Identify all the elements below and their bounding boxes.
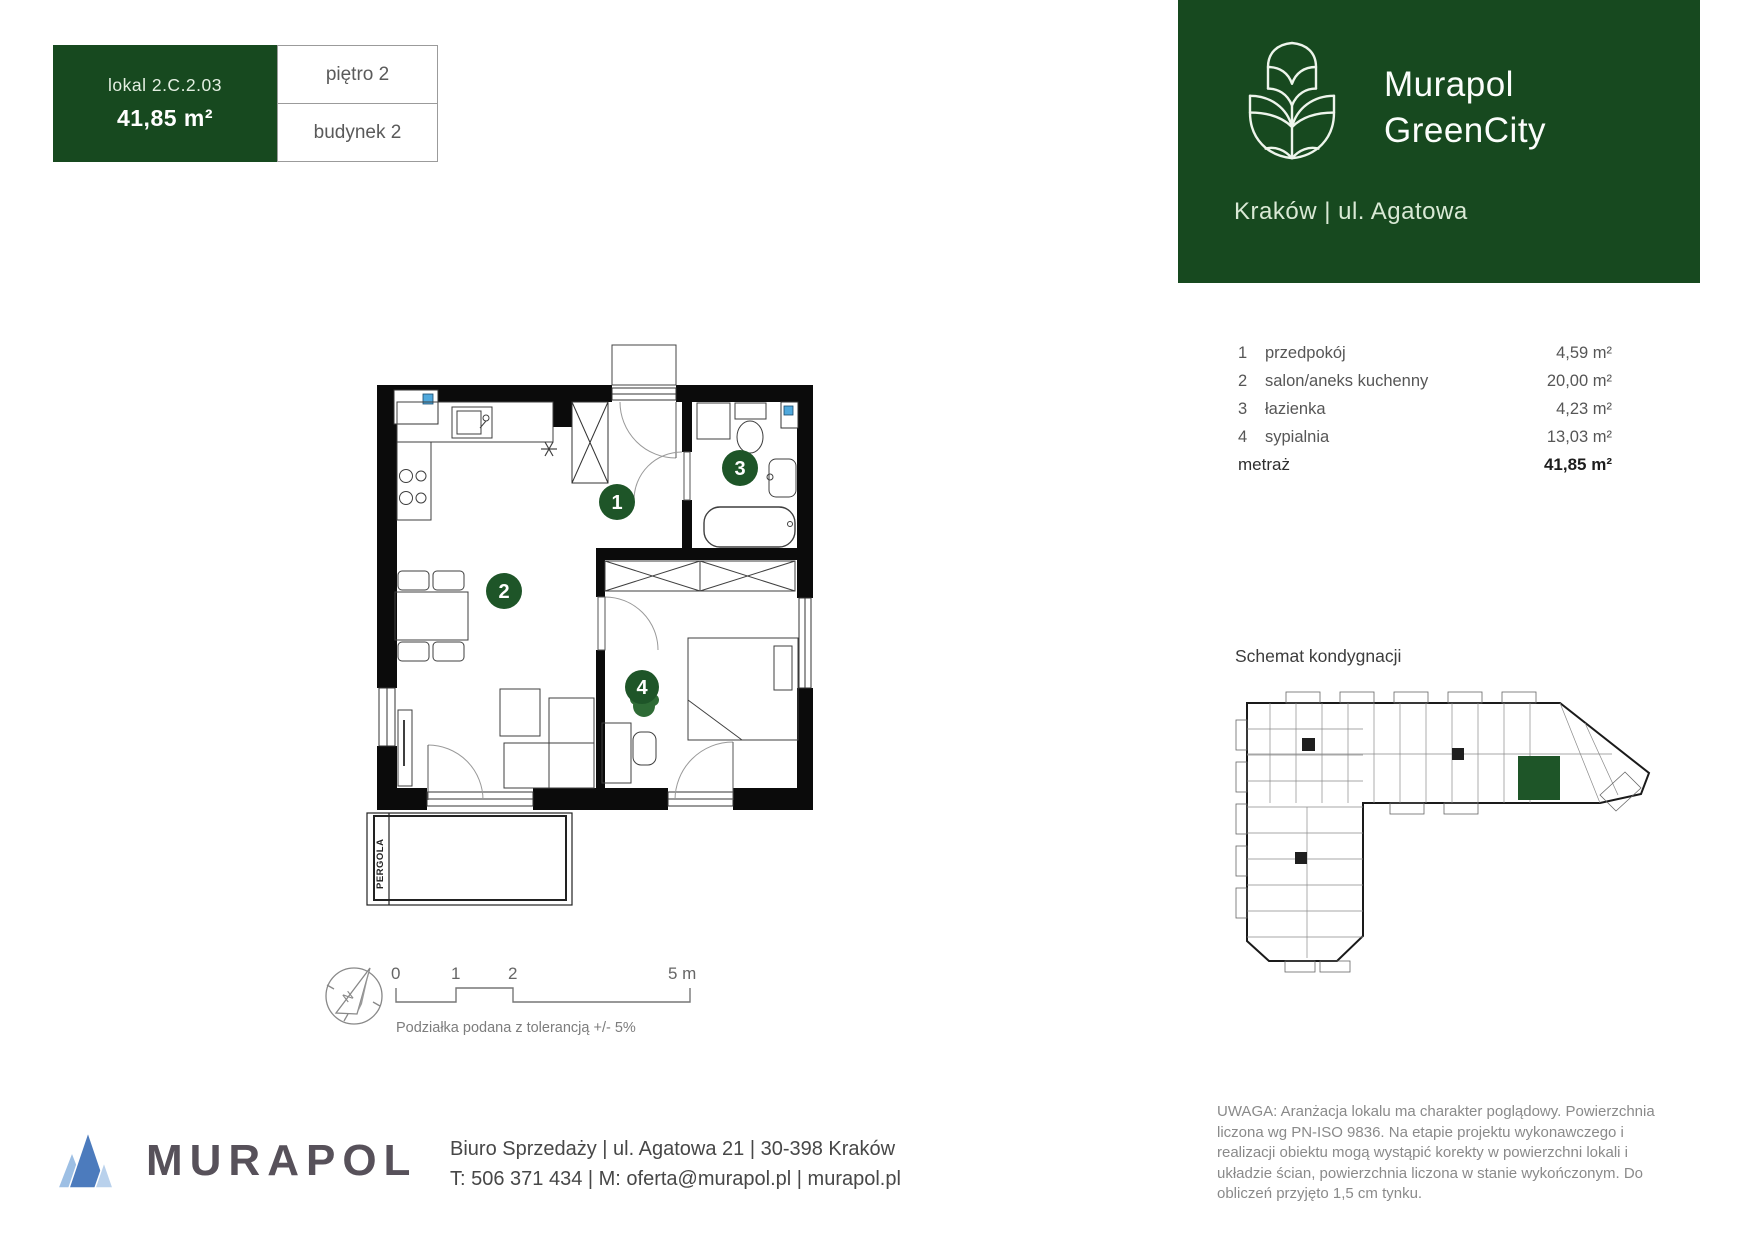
room-name: łazienka xyxy=(1265,399,1326,418)
building-schematic xyxy=(1230,688,1660,973)
brand-name xyxy=(1384,62,1546,154)
room-area: 13,03 m² xyxy=(1546,427,1612,446)
sales-office-address: Biuro Sprzedaży | ul. Agatowa 21 | 30-398 Kraków xyxy=(450,1138,896,1160)
brand-line1: Murapol xyxy=(1384,65,1514,104)
room-1-number: 1 xyxy=(611,492,623,514)
sales-office-phone-email: T: 506 371 434 | M: oferta@murapol.pl | murapol.pl xyxy=(450,1168,901,1190)
entry-landing xyxy=(612,345,676,385)
room-markers xyxy=(486,450,758,704)
brand-line2: GreenCity xyxy=(1384,111,1547,150)
total-row xyxy=(1238,451,1612,478)
table-row xyxy=(1238,423,1612,451)
room-no: 2 xyxy=(1238,371,1248,390)
room-2-number: 2 xyxy=(498,581,510,603)
compass-n-label: N xyxy=(339,987,357,1006)
room-area: 4,23 m² xyxy=(1556,399,1612,418)
scale-tick-5m: 5 m xyxy=(668,964,697,983)
room-name: przedpokój xyxy=(1265,343,1346,362)
scale-tick-2: 2 xyxy=(508,964,518,983)
room-name: sypialnia xyxy=(1265,427,1330,446)
brand-location: Kraków | ul. Agatowa xyxy=(1234,198,1468,225)
room-no: 1 xyxy=(1238,343,1248,362)
sales-office-contact xyxy=(450,1134,901,1194)
scale-tick-0: 0 xyxy=(391,964,401,983)
murapol-logo-icon xyxy=(55,1130,119,1190)
table-row xyxy=(1238,367,1612,395)
room-name: salon/aneks kuchenny xyxy=(1265,371,1429,390)
pergola-terrace xyxy=(367,813,572,905)
scale-bar xyxy=(391,964,696,1036)
unit-meta xyxy=(277,45,438,162)
rose-logo-icon xyxy=(1232,40,1352,166)
scale-tick-1: 1 xyxy=(451,964,461,983)
compass-icon xyxy=(326,968,382,1024)
scale-note: Podziałka podana z tolerancją +/- 5% xyxy=(396,1020,636,1036)
unit-area: 41,85 m² xyxy=(116,105,214,131)
room-no: 4 xyxy=(1238,427,1248,446)
room-area: 4,59 m² xyxy=(1556,343,1612,362)
floor-plan xyxy=(320,330,840,1042)
total-area: 41,85 m² xyxy=(1543,454,1612,474)
bedroom-furniture xyxy=(602,561,798,783)
gas-point-icon xyxy=(541,442,557,456)
schematic-title: Schemat kondygnacji xyxy=(1235,646,1402,666)
room-4-number: 4 xyxy=(636,677,648,699)
pergola-label: PERGOLA xyxy=(375,838,386,889)
room-no: 3 xyxy=(1238,399,1248,418)
unit-number: lokal 2.C.2.03 xyxy=(107,75,222,95)
unit-badge xyxy=(53,45,277,162)
floor-label: piętro 2 xyxy=(325,63,390,85)
table-row xyxy=(1238,395,1612,423)
table-row xyxy=(1238,339,1612,367)
room-3-number: 3 xyxy=(734,458,746,480)
room-area: 20,00 m² xyxy=(1546,371,1612,390)
brand-banner xyxy=(1178,0,1700,283)
highlighted-unit xyxy=(1518,756,1560,800)
murapol-wordmark: MURAPOL xyxy=(146,1136,418,1185)
hall-wardrobe xyxy=(572,402,608,483)
building-label: budynek 2 xyxy=(278,103,437,161)
legal-disclaimer: UWAGA: Aranżacja lokalu ma charakter poglądowy. Powierzchnia liczona wg PN-ISO 9836. Na etapie projektu wykonawczego i realizacji obiektu mogą wystąpić korekty w powierzchni lokali i układzie ścian, powierzchnia liczona w stanie wykończonym. Do obliczeń przyjęto 1,5 cm tynku. xyxy=(1217,1103,1655,1203)
total-label: metraż xyxy=(1238,454,1290,474)
room-table xyxy=(1238,339,1612,478)
